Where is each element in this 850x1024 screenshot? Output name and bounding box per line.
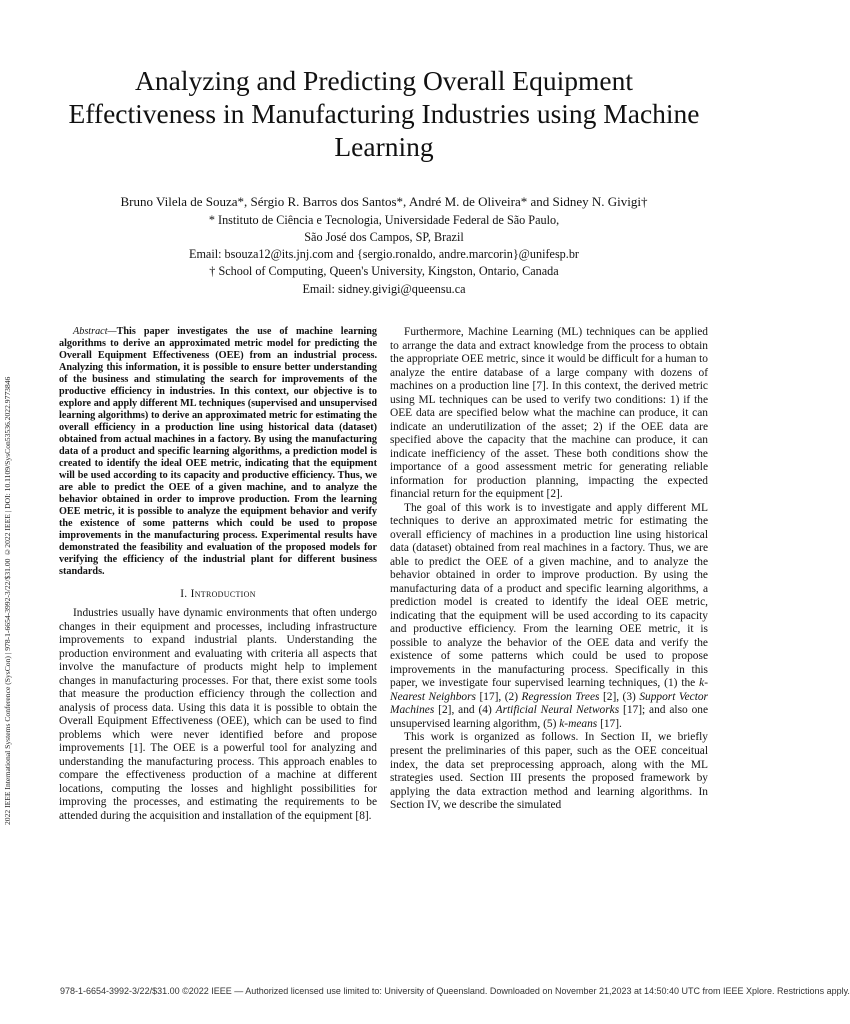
paper-title: Analyzing and Predicting Overall Equipment Effectiveness in Manufacturing Industries using Machine Learning [68,65,700,162]
body-paragraph-organization: This work is organized as follows. In Section II, we briefly present the preliminaries of this paper, such as the OEE conceitual index, the data set preprocessing approach, along with the ML strategies used. Section III presents the proposed framework by applying the data extraction method and learning algorithms. In Section IV, we describe the simulated [390,731,708,812]
author-block [60,193,708,298]
term-kmeans: k-means [559,717,598,730]
affiliation-1-email: Email: bsouza12@its.jnj.com and {sergio.ronaldo, andre.marcorin}@unifesp.br [189,247,579,262]
affiliation-1-location: São José dos Campos, SP, Brazil [304,230,464,245]
abstract-label: Abstract— [73,326,117,337]
abstract [59,326,377,578]
term-svm: Support Vector Machines [390,690,708,717]
right-column [390,326,708,813]
doi-side-note: 2022 IEEE International Systems Conference (SysCon) | 978-1-6654-3992-3/22/$31.00 ©2022 IEEE | DOI: 10.1109/SysCon53536.2022.9773846 [3,376,12,825]
abstract-text: This paper investigates the use of machine learning algorithms to derive an approximated metric model for predicting the Overall Equipment Effectiveness (OEE) from an industrial process. Analyzing this information, it is possible to ensure better understanding of the business and stimulating the search for improvements of the productive efficiency in industries. In this context, our objective is to explore and apply different ML techniques (supervised and unsupervised learning algorithms) to derive an approximated metric for estimating the overall efficiency in a production line using historical data (dataset) obtained from actual machines in a factory. By using the manufacturing data of a product and specific learning algorithms, a prediction model is created to identify the ideal OEE metric, indicating that the equipment will be used according to its capacity and productive efficiency. Thus, we are able to predict the OEE of a given machine, and to analyze the behavior obtained in order to improve production. From the learning OEE metric, it is possible to analyze the equipment behavior and verify the existence of some patterns which could be used to propose improvements in the manufacturing process. Experimental results have demonstrated the feasibility and evaluation of the proposed models for verifying the efficiency of the industrial plant for different business standards. [59,326,377,577]
left-column [59,326,377,823]
affiliation-1: * Instituto de Ciência e Tecnologia, Universidade Federal de São Paulo, [208,213,560,228]
affiliation-2: † School of Computing, Queen's University, Kingston, Ontario, Canada [209,264,559,279]
body-paragraph-ml: Furthermore, Machine Learning (ML) techniques can be applied to arrange the data and extract knowledge from the process to obtain the appropriate OEE metric, since it would be difficult for a human to analyze the entire database of a large company with dozens of machines on a production line [7]. In this context, the derived metric using ML techniques can be used to verify two conditions: 1) if the OEE data are specified below what the machine can produce, it can indicate an underutilization of the asset; 2) if the OEE data are specified above the capacity that the machine can produce, it can indicate inefficiency of the asset. These both conditions show the importance of a good assessment metric for generating reliable information for production planning, impacting the expected financial return for the equipment [2]. [390,326,708,501]
section-heading-introduction: I. Introduction [180,587,256,600]
author-names: Bruno Vilela de Souza*, Sérgio R. Barros dos Santos*, André M. de Oliveira* and Sidney N. Givigi† [120,194,648,209]
intro-paragraph-1: Industries usually have dynamic environments that often undergo changes in their equipment and processes, including infrastructure improvements to expand industrial plants. Understanding the production environment and evaluating with criteria all aspects that involve the manufacture of products might help to implement changes in manufacturing processes. For that, there exist some tools that measure the production efficiency through the collection and analysis of process data. Using this data it is possible to obtain the Overall Equipment Effectiveness (OEE), which can be used to find problems which were never identified before and propose improvements [1]. The OEE is a powerful tool for analyzing and understanding the manufacturing process. This approach enables to compare the effectiveness production of a machine at different locations, computing the losses and highlight possibilities for improving the processes, and estimating the requirements to be attended during the acquisition and installation of the equipment [8]. [59,607,377,822]
term-knn: k-Nearest Neighbors [390,677,708,703]
page-footer: 978-1-6654-3992-3/22/$31.00 ©2022 IEEE — Authorized licensed use limited to: University of Queensland. Downloaded on November 21,2023 at 14:50:40 UTC from IEEE Xplore. Restrictions apply. [60,986,850,996]
body-paragraph-goal: The goal of this work is to investigate and apply different ML techniques to derive an approximated metric for estimating the overall efficiency of machines in a production line using historical data (dataset) obtained from real machines in a factory. Thus, we are able to predict the OEE of a given machine, and to analyze the behavior obtained in order to improve production. By using the manufacturing data of a product and specific learning algorithms, a prediction model is created to identify the ideal OEE metric, indicating that the equipment will be used according to its capacity and productive efficiency. From the learning OEE metric, it is possible to analyze the behavior of the OEE data and verify the existence of some patterns which could be used to propose improvements in the manufacturing process. Specifically in this paper, we investigate four supervised learning techniques, (1) the k-Nearest Neighbors [17], (2) Regression Trees [2], (3) Support Vector Machines [2], and (4) Artificial Neural Networks [17]; and also one unsupervised learning algorithm, (5) k-means [17]. [390,501,709,730]
term-ann: Artificial Neural Networks [495,704,620,717]
affiliation-2-email: Email: sidney.givigi@queensu.ca [302,281,466,296]
term-regression-trees: Regression Trees [521,690,600,703]
